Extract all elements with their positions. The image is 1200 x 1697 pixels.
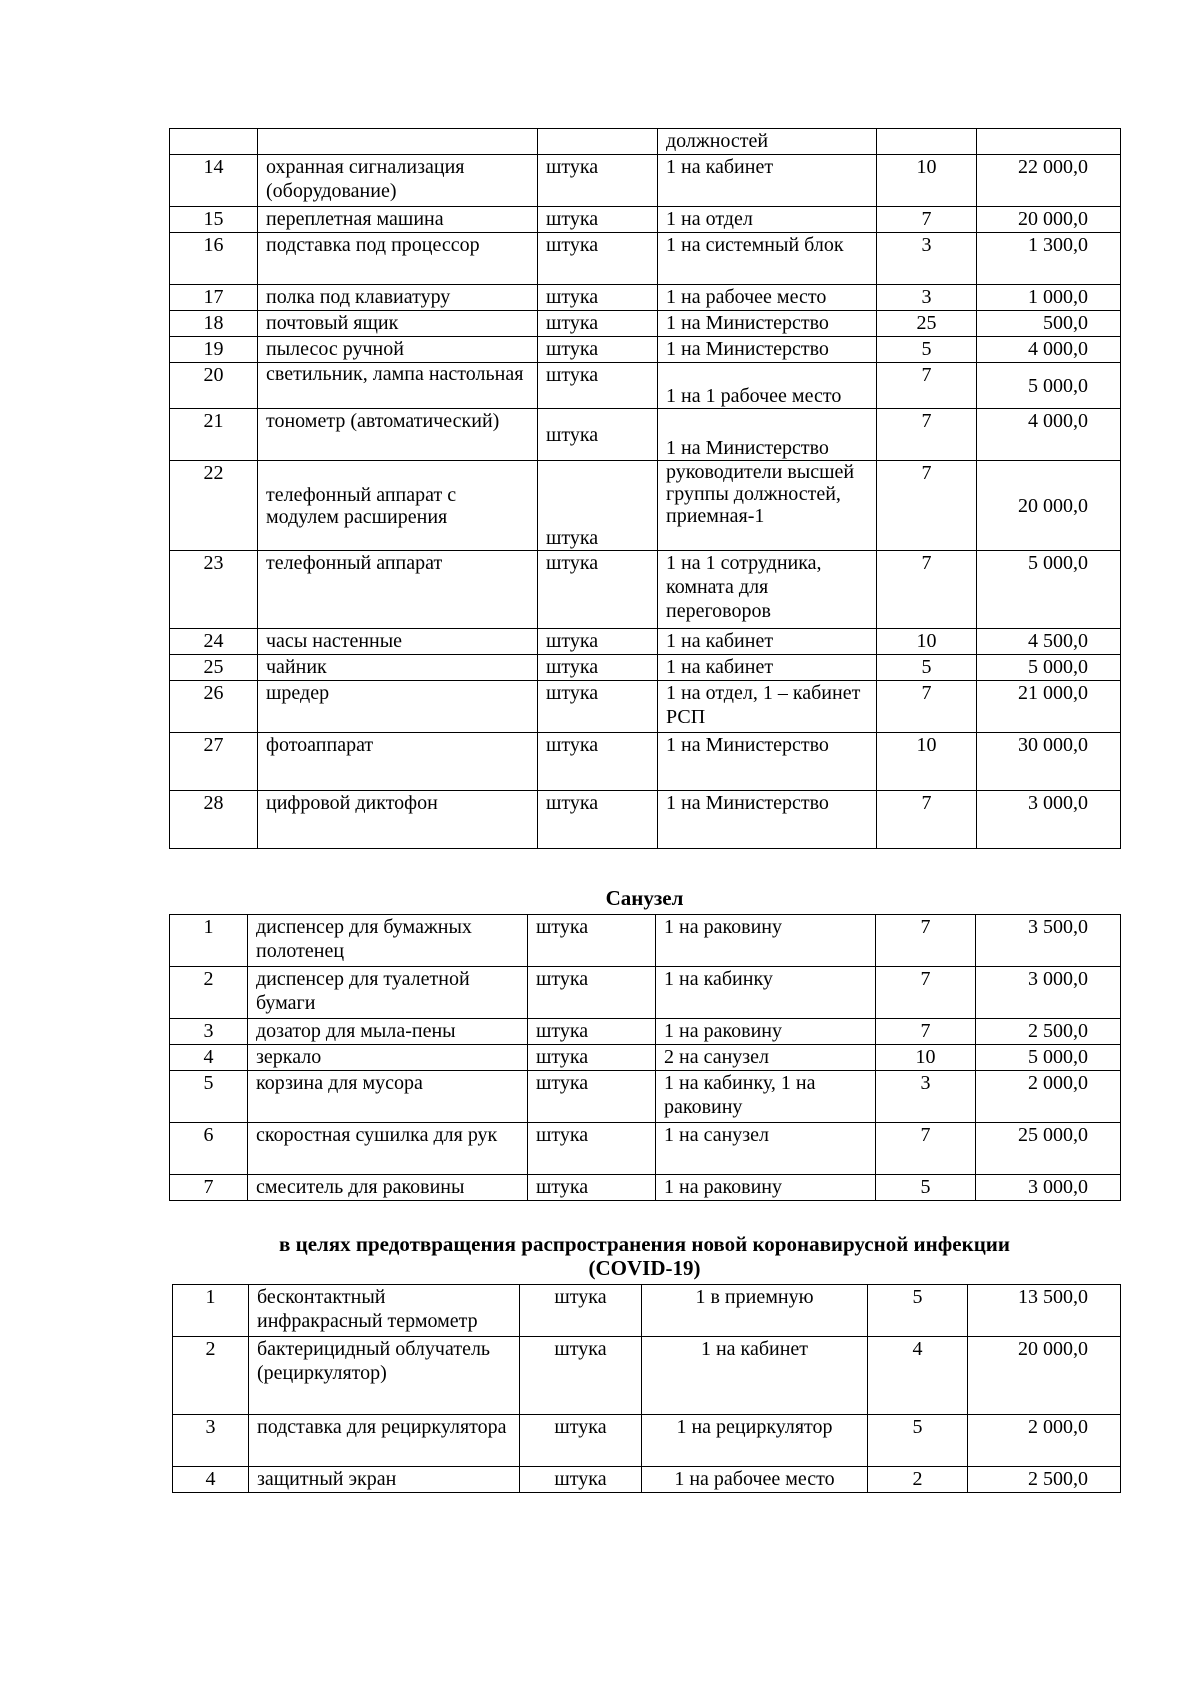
norm: 1 на раковину — [656, 915, 876, 967]
item-name: телефонный аппарат с модулем расширения — [258, 461, 538, 551]
unit: штука — [538, 311, 658, 337]
item-name: зеркало — [248, 1045, 528, 1071]
norm: 1 на отдел, 1 – кабинет РСП — [658, 681, 877, 733]
price: 2 000,0 — [968, 1415, 1121, 1467]
item-name: переплетная машина — [258, 207, 538, 233]
table-row — [170, 733, 1121, 791]
price: 25 000,0 — [976, 1123, 1121, 1175]
price: 3 000,0 — [976, 1175, 1121, 1201]
price: 30 000,0 — [977, 733, 1121, 791]
unit: штука — [520, 1285, 642, 1337]
unit: штука — [520, 1337, 642, 1415]
norm: 1 на 1 сотрудника, комната для переговоров — [658, 551, 877, 629]
table-row — [170, 233, 1121, 285]
item-name: почтовый ящик — [258, 311, 538, 337]
table-row — [170, 409, 1121, 461]
row-number: 3 — [173, 1415, 249, 1467]
norm: должностей — [658, 129, 877, 155]
unit: штука — [538, 733, 658, 791]
unit: штука — [528, 967, 656, 1019]
unit: штука — [528, 1123, 656, 1175]
quantity: 2 — [868, 1467, 968, 1493]
price: 3 000,0 — [977, 791, 1121, 849]
equipment-table — [169, 128, 1121, 849]
quantity: 7 — [877, 409, 977, 461]
row-number: 7 — [170, 1175, 248, 1201]
table-row — [170, 337, 1121, 363]
table-row — [170, 155, 1121, 207]
item-name: диспенсер для туалетной бумаги — [248, 967, 528, 1019]
table-row — [170, 791, 1121, 849]
price: 20 000,0 — [977, 461, 1121, 551]
table-row — [170, 363, 1121, 409]
norm: 1 на кабинет — [642, 1337, 868, 1415]
unit: штука — [528, 1175, 656, 1201]
norm: 1 на Министерство — [658, 409, 877, 461]
norm: 1 на Министерство — [658, 311, 877, 337]
price: 20 000,0 — [968, 1337, 1121, 1415]
bathroom-table — [169, 914, 1121, 1201]
quantity: 7 — [876, 967, 976, 1019]
price: 3 000,0 — [976, 967, 1121, 1019]
norm: 1 на отдел — [658, 207, 877, 233]
norm: 1 на Министерство — [658, 791, 877, 849]
quantity: 3 — [877, 285, 977, 311]
table-row — [170, 207, 1121, 233]
unit: штука — [528, 915, 656, 967]
norm: 1 на рециркулятор — [642, 1415, 868, 1467]
quantity: 5 — [877, 655, 977, 681]
unit: штука — [538, 681, 658, 733]
table-row — [170, 1123, 1121, 1175]
row-number: 2 — [170, 967, 248, 1019]
section-title: Санузел — [605, 886, 684, 910]
item-name: цифровой диктофон — [258, 791, 538, 849]
price: 5 000,0 — [976, 1045, 1121, 1071]
table-row — [170, 285, 1121, 311]
norm: 2 на санузел — [656, 1045, 876, 1071]
section-title-line: в целях предотвращения распространения новой коронавирусной инфекции — [279, 1232, 1010, 1256]
table-row — [170, 1071, 1121, 1123]
unit: штука — [528, 1019, 656, 1045]
quantity: 3 — [877, 233, 977, 285]
row-number: 4 — [173, 1467, 249, 1493]
unit: штука — [538, 409, 658, 461]
norm: 1 на системный блок — [658, 233, 877, 285]
item-name: охранная сигнализация (оборудование) — [258, 155, 538, 207]
item-name: пылесос ручной — [258, 337, 538, 363]
price: 4 000,0 — [977, 337, 1121, 363]
quantity: 7 — [877, 551, 977, 629]
price: 4 000,0 — [977, 409, 1121, 461]
unit: штука — [538, 461, 658, 551]
row-number: 16 — [170, 233, 258, 285]
item-name: фотоаппарат — [258, 733, 538, 791]
unit: штука — [528, 1045, 656, 1071]
quantity: 3 — [876, 1071, 976, 1123]
unit: штука — [520, 1467, 642, 1493]
item-name: часы настенные — [258, 629, 538, 655]
price: 5 000,0 — [977, 363, 1121, 409]
row-number: 20 — [170, 363, 258, 409]
table-row — [170, 311, 1121, 337]
item-name: полка под клавиатуру — [258, 285, 538, 311]
row-number: 6 — [170, 1123, 248, 1175]
norm: 1 на раковину — [656, 1175, 876, 1201]
table-row — [170, 551, 1121, 629]
norm: 1 на кабинку — [656, 967, 876, 1019]
price: 1 300,0 — [977, 233, 1121, 285]
unit: штука — [538, 629, 658, 655]
item-name — [258, 129, 538, 155]
item-name: чайник — [258, 655, 538, 681]
item-name: диспенсер для бумажных полотенец — [248, 915, 528, 967]
table-row — [170, 1175, 1121, 1201]
price: 500,0 — [977, 311, 1121, 337]
quantity: 7 — [876, 1019, 976, 1045]
norm: 1 на рабочее место — [642, 1467, 868, 1493]
norm: 1 на Министерство — [658, 733, 877, 791]
quantity: 25 — [877, 311, 977, 337]
price: 5 000,0 — [977, 655, 1121, 681]
item-name: корзина для мусора — [248, 1071, 528, 1123]
row-number — [170, 129, 258, 155]
norm: 1 в приемную — [642, 1285, 868, 1337]
item-name: тонометр (автоматический) — [258, 409, 538, 461]
row-number: 27 — [170, 733, 258, 791]
item-name: бесконтактный инфракрасный термометр — [249, 1285, 520, 1337]
row-number: 28 — [170, 791, 258, 849]
unit: штука — [538, 655, 658, 681]
quantity: 5 — [876, 1175, 976, 1201]
norm: 1 на раковину — [656, 1019, 876, 1045]
table-row — [173, 1285, 1121, 1337]
unit: штука — [528, 1071, 656, 1123]
quantity: 7 — [876, 915, 976, 967]
table-row — [170, 1019, 1121, 1045]
item-name: подставка под процессор — [258, 233, 538, 285]
unit: штука — [538, 337, 658, 363]
item-name: смеситель для раковины — [248, 1175, 528, 1201]
unit: штука — [538, 363, 658, 409]
table-row — [170, 967, 1121, 1019]
table-row — [170, 129, 1121, 155]
norm: 1 на Министерство — [658, 337, 877, 363]
price: 2 500,0 — [976, 1019, 1121, 1045]
quantity: 7 — [877, 681, 977, 733]
price: 20 000,0 — [977, 207, 1121, 233]
unit: штука — [538, 155, 658, 207]
norm: 1 на рабочее место — [658, 285, 877, 311]
quantity: 5 — [877, 337, 977, 363]
unit — [538, 129, 658, 155]
table-row — [170, 681, 1121, 733]
quantity: 10 — [877, 629, 977, 655]
item-name: светильник, лампа настольная — [258, 363, 538, 409]
price: 22 000,0 — [977, 155, 1121, 207]
section-title — [169, 1232, 1120, 1280]
norm: руководители высшей группы должностей, приемная-1 — [658, 461, 877, 551]
unit: штука — [520, 1415, 642, 1467]
section-title-line: (COVID-19) — [588, 1256, 701, 1280]
norm: 1 на кабинку, 1 на раковину — [656, 1071, 876, 1123]
quantity: 7 — [877, 363, 977, 409]
row-number: 25 — [170, 655, 258, 681]
price: 2 500,0 — [968, 1467, 1121, 1493]
table-row — [173, 1337, 1121, 1415]
row-number: 19 — [170, 337, 258, 363]
quantity: 4 — [868, 1337, 968, 1415]
row-number: 2 — [173, 1337, 249, 1415]
quantity: 5 — [868, 1415, 968, 1467]
quantity: 10 — [877, 733, 977, 791]
quantity — [877, 129, 977, 155]
unit: штука — [538, 791, 658, 849]
item-name: шредер — [258, 681, 538, 733]
table-row — [173, 1467, 1121, 1493]
quantity: 7 — [877, 791, 977, 849]
quantity: 7 — [877, 461, 977, 551]
row-number: 15 — [170, 207, 258, 233]
item-name: бактерицидный облучатель (рециркулятор) — [249, 1337, 520, 1415]
row-number: 24 — [170, 629, 258, 655]
price: 21 000,0 — [977, 681, 1121, 733]
item-name: скоростная сушилка для рук — [248, 1123, 528, 1175]
row-number: 21 — [170, 409, 258, 461]
quantity: 7 — [876, 1123, 976, 1175]
price: 4 500,0 — [977, 629, 1121, 655]
norm: 1 на кабинет — [658, 155, 877, 207]
price: 13 500,0 — [968, 1285, 1121, 1337]
norm: 1 на кабинет — [658, 629, 877, 655]
price: 3 500,0 — [976, 915, 1121, 967]
table-row — [170, 655, 1121, 681]
item-name: подставка для рециркулятора — [249, 1415, 520, 1467]
norm: 1 на кабинет — [658, 655, 877, 681]
unit: штука — [538, 551, 658, 629]
table-row — [170, 915, 1121, 967]
row-number: 17 — [170, 285, 258, 311]
item-name: дозатор для мыла-пены — [248, 1019, 528, 1045]
row-number: 26 — [170, 681, 258, 733]
price — [977, 129, 1121, 155]
row-number: 1 — [173, 1285, 249, 1337]
row-number: 5 — [170, 1071, 248, 1123]
row-number: 18 — [170, 311, 258, 337]
unit: штука — [538, 233, 658, 285]
covid-table — [172, 1284, 1121, 1493]
table-row — [170, 461, 1121, 551]
row-number: 22 — [170, 461, 258, 551]
row-number: 4 — [170, 1045, 248, 1071]
row-number: 1 — [170, 915, 248, 967]
quantity: 5 — [868, 1285, 968, 1337]
quantity: 10 — [877, 155, 977, 207]
item-name: телефонный аппарат — [258, 551, 538, 629]
price: 1 000,0 — [977, 285, 1121, 311]
row-number: 23 — [170, 551, 258, 629]
unit: штука — [538, 207, 658, 233]
price: 5 000,0 — [977, 551, 1121, 629]
unit: штука — [538, 285, 658, 311]
quantity: 7 — [877, 207, 977, 233]
price: 2 000,0 — [976, 1071, 1121, 1123]
norm: 1 на санузел — [656, 1123, 876, 1175]
quantity: 10 — [876, 1045, 976, 1071]
table-row — [173, 1415, 1121, 1467]
item-name: защитный экран — [249, 1467, 520, 1493]
table-row — [170, 1045, 1121, 1071]
row-number: 3 — [170, 1019, 248, 1045]
norm: 1 на 1 рабочее место — [658, 363, 877, 409]
table-row — [170, 629, 1121, 655]
row-number: 14 — [170, 155, 258, 207]
